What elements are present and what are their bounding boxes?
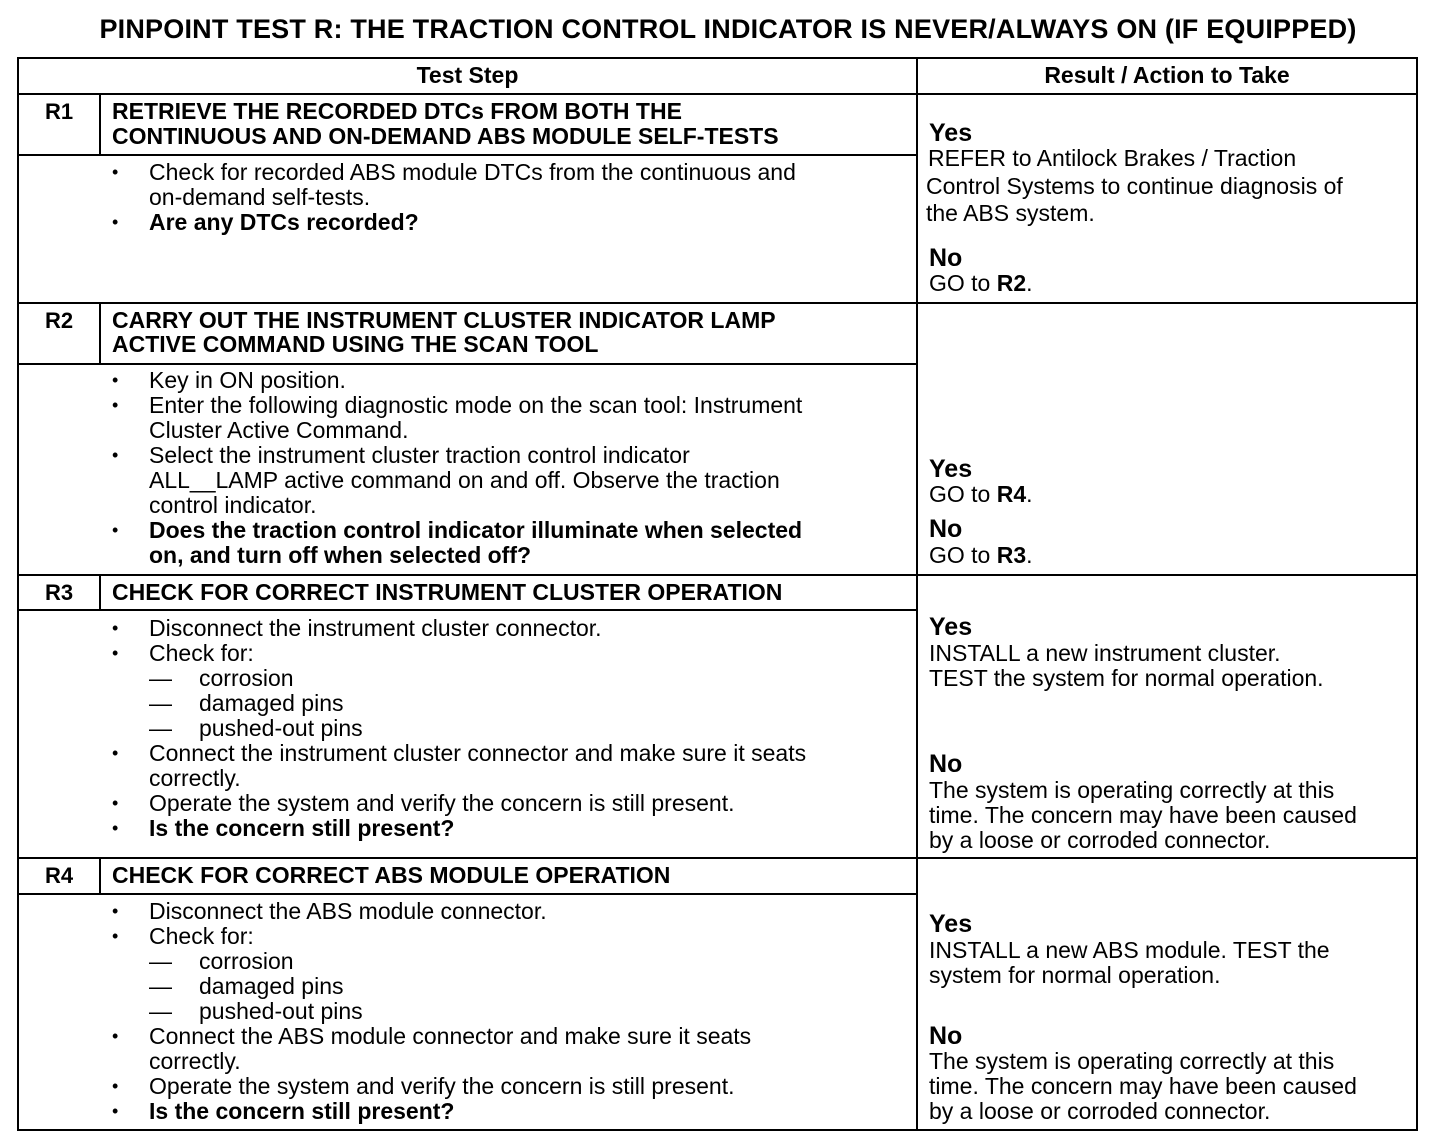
step-id-r1: R1 (44, 99, 74, 124)
step-text: Disconnect the ABS module connector. (149, 898, 547, 924)
id-divider-r4 (99, 857, 101, 894)
result-text: GO to R3. (929, 542, 1033, 568)
id-divider-r1 (99, 93, 101, 155)
step-text: Key in ON position. (149, 367, 346, 393)
column-divider (916, 57, 918, 1131)
id-divider-r2 (99, 302, 101, 364)
bullet-icon: • (112, 370, 119, 390)
bullet-icon: • (112, 395, 119, 415)
step-subitem: pushed-out pins (199, 715, 363, 741)
heading-separator-r1 (17, 154, 917, 156)
yes-label: Yes (929, 613, 973, 641)
step-question: Is the concern still present? (149, 1098, 455, 1124)
step-text: correctly. (149, 1048, 241, 1074)
heading-separator-r4 (17, 893, 917, 895)
result-text: The system is operating correctly at this (929, 777, 1335, 803)
row-divider-r3 (17, 574, 1418, 576)
bullet-icon: • (112, 212, 119, 232)
bullet-icon: • (112, 926, 119, 946)
yes-label: Yes (929, 455, 973, 483)
dash-icon: — (149, 665, 172, 691)
yes-label: Yes (929, 119, 973, 147)
dash-icon: — (149, 948, 172, 974)
result-text: REFER to Antilock Brakes / Traction (928, 145, 1297, 171)
step-subitem: damaged pins (199, 690, 344, 716)
bullet-icon: • (112, 793, 119, 813)
result-text: INSTALL a new instrument cluster. (929, 640, 1281, 666)
step-reference: R2 (996, 270, 1027, 296)
result-text: GO to R2. (929, 270, 1033, 296)
header-result: Result / Action to Take (1044, 62, 1290, 88)
step-question: Is the concern still present? (149, 815, 455, 841)
step-heading-r2-line1: CARRY OUT THE INSTRUMENT CLUSTER INDICATOR LAMP (112, 307, 776, 333)
step-heading-r4: CHECK FOR CORRECT ABS MODULE OPERATION (112, 862, 671, 888)
bullet-icon: • (112, 1101, 119, 1121)
table-border-bottom (17, 1129, 1418, 1131)
step-text: Check for: (149, 923, 254, 949)
step-heading-r3: CHECK FOR CORRECT INSTRUMENT CLUSTER OPERATION (112, 579, 783, 605)
step-text: Select the instrument cluster traction control indicator (149, 442, 690, 468)
step-heading-r2-line2: ACTIVE COMMAND USING THE SCAN TOOL (112, 331, 599, 357)
dash-icon: — (149, 690, 172, 716)
table-border-top (17, 57, 1418, 59)
dash-icon: — (149, 998, 172, 1024)
result-text: by a loose or corroded connector. (929, 1098, 1271, 1124)
step-heading-r1-line1: RETRIEVE THE RECORDED DTCs FROM BOTH THE (112, 98, 682, 124)
header-test-step: Test Step (416, 62, 519, 88)
step-text: Check for: (149, 640, 254, 666)
bullet-icon: • (112, 1026, 119, 1046)
step-text: ALL__LAMP active command on and off. Observe the traction (149, 467, 780, 493)
step-text: Connect the ABS module connector and make sure it seats (149, 1023, 752, 1049)
step-reference: R3 (996, 542, 1027, 568)
bullet-icon: • (112, 818, 119, 838)
step-text: Check for recorded ABS module DTCs from the continuous and (149, 159, 796, 185)
step-subitem: corrosion (199, 665, 294, 691)
result-text: system for normal operation. (929, 962, 1221, 988)
page-title: PINPOINT TEST R: THE TRACTION CONTROL INDICATOR IS NEVER/ALWAYS ON (IF EQUIPPED) (99, 14, 1357, 44)
bullet-icon: • (112, 520, 119, 540)
result-text: time. The concern may have been caused (929, 1073, 1357, 1099)
bullet-icon: • (112, 901, 119, 921)
dash-icon: — (149, 973, 172, 999)
no-label: No (929, 750, 963, 778)
step-text: correctly. (149, 765, 241, 791)
yes-label: Yes (929, 910, 973, 938)
bullet-icon: • (112, 445, 119, 465)
step-question: Are any DTCs recorded? (149, 209, 419, 235)
result-text: by a loose or corroded connector. (929, 827, 1271, 853)
no-label: No (929, 515, 963, 543)
no-label: No (929, 1022, 963, 1050)
step-text: control indicator. (149, 492, 317, 518)
step-question: Does the traction control indicator illuminate when selected (149, 517, 803, 543)
result-text: Control Systems to continue diagnosis of (926, 173, 1343, 199)
heading-separator-r2 (17, 363, 917, 365)
dash-icon: — (149, 715, 172, 741)
step-text: Enter the following diagnostic mode on the scan tool: Instrument (149, 392, 803, 418)
bullet-icon: • (112, 162, 119, 182)
step-subitem: pushed-out pins (199, 998, 363, 1024)
step-id-r3: R3 (44, 580, 74, 605)
table-border-left (17, 57, 19, 1131)
step-text: on-demand self-tests. (149, 184, 371, 210)
step-text: Operate the system and verify the concern is still present. (149, 790, 735, 816)
step-heading-r1-line2: CONTINUOUS AND ON-DEMAND ABS MODULE SELF-TESTS (112, 123, 779, 149)
row-divider-r4 (17, 857, 1418, 859)
bullet-icon: • (112, 743, 119, 763)
step-question: on, and turn off when selected off? (149, 542, 532, 568)
table-border-right (1416, 57, 1418, 1131)
id-divider-r3 (99, 574, 101, 610)
result-text: TEST the system for normal operation. (929, 665, 1324, 691)
row-divider-r2 (17, 302, 1418, 304)
step-text: Cluster Active Command. (149, 417, 409, 443)
heading-separator-r3 (17, 609, 917, 611)
result-text: the ABS system. (926, 200, 1095, 226)
step-id-r2: R2 (44, 308, 74, 333)
step-text: Disconnect the instrument cluster connector. (149, 615, 602, 641)
header-divider (17, 93, 1418, 95)
result-text: GO to R4. (929, 481, 1033, 507)
result-text: The system is operating correctly at this (929, 1048, 1335, 1074)
step-reference: R4 (996, 481, 1027, 507)
step-text: Operate the system and verify the concern is still present. (149, 1073, 735, 1099)
bullet-icon: • (112, 1076, 119, 1096)
step-id-r4: R4 (44, 863, 74, 888)
bullet-icon: • (112, 618, 119, 638)
result-text: INSTALL a new ABS module. TEST the (929, 937, 1330, 963)
step-text: Connect the instrument cluster connector and make sure it seats (149, 740, 807, 766)
bullet-icon: • (112, 643, 119, 663)
result-text: time. The concern may have been caused (929, 802, 1357, 828)
step-subitem: corrosion (199, 948, 294, 974)
step-subitem: damaged pins (199, 973, 344, 999)
no-label: No (929, 244, 963, 272)
